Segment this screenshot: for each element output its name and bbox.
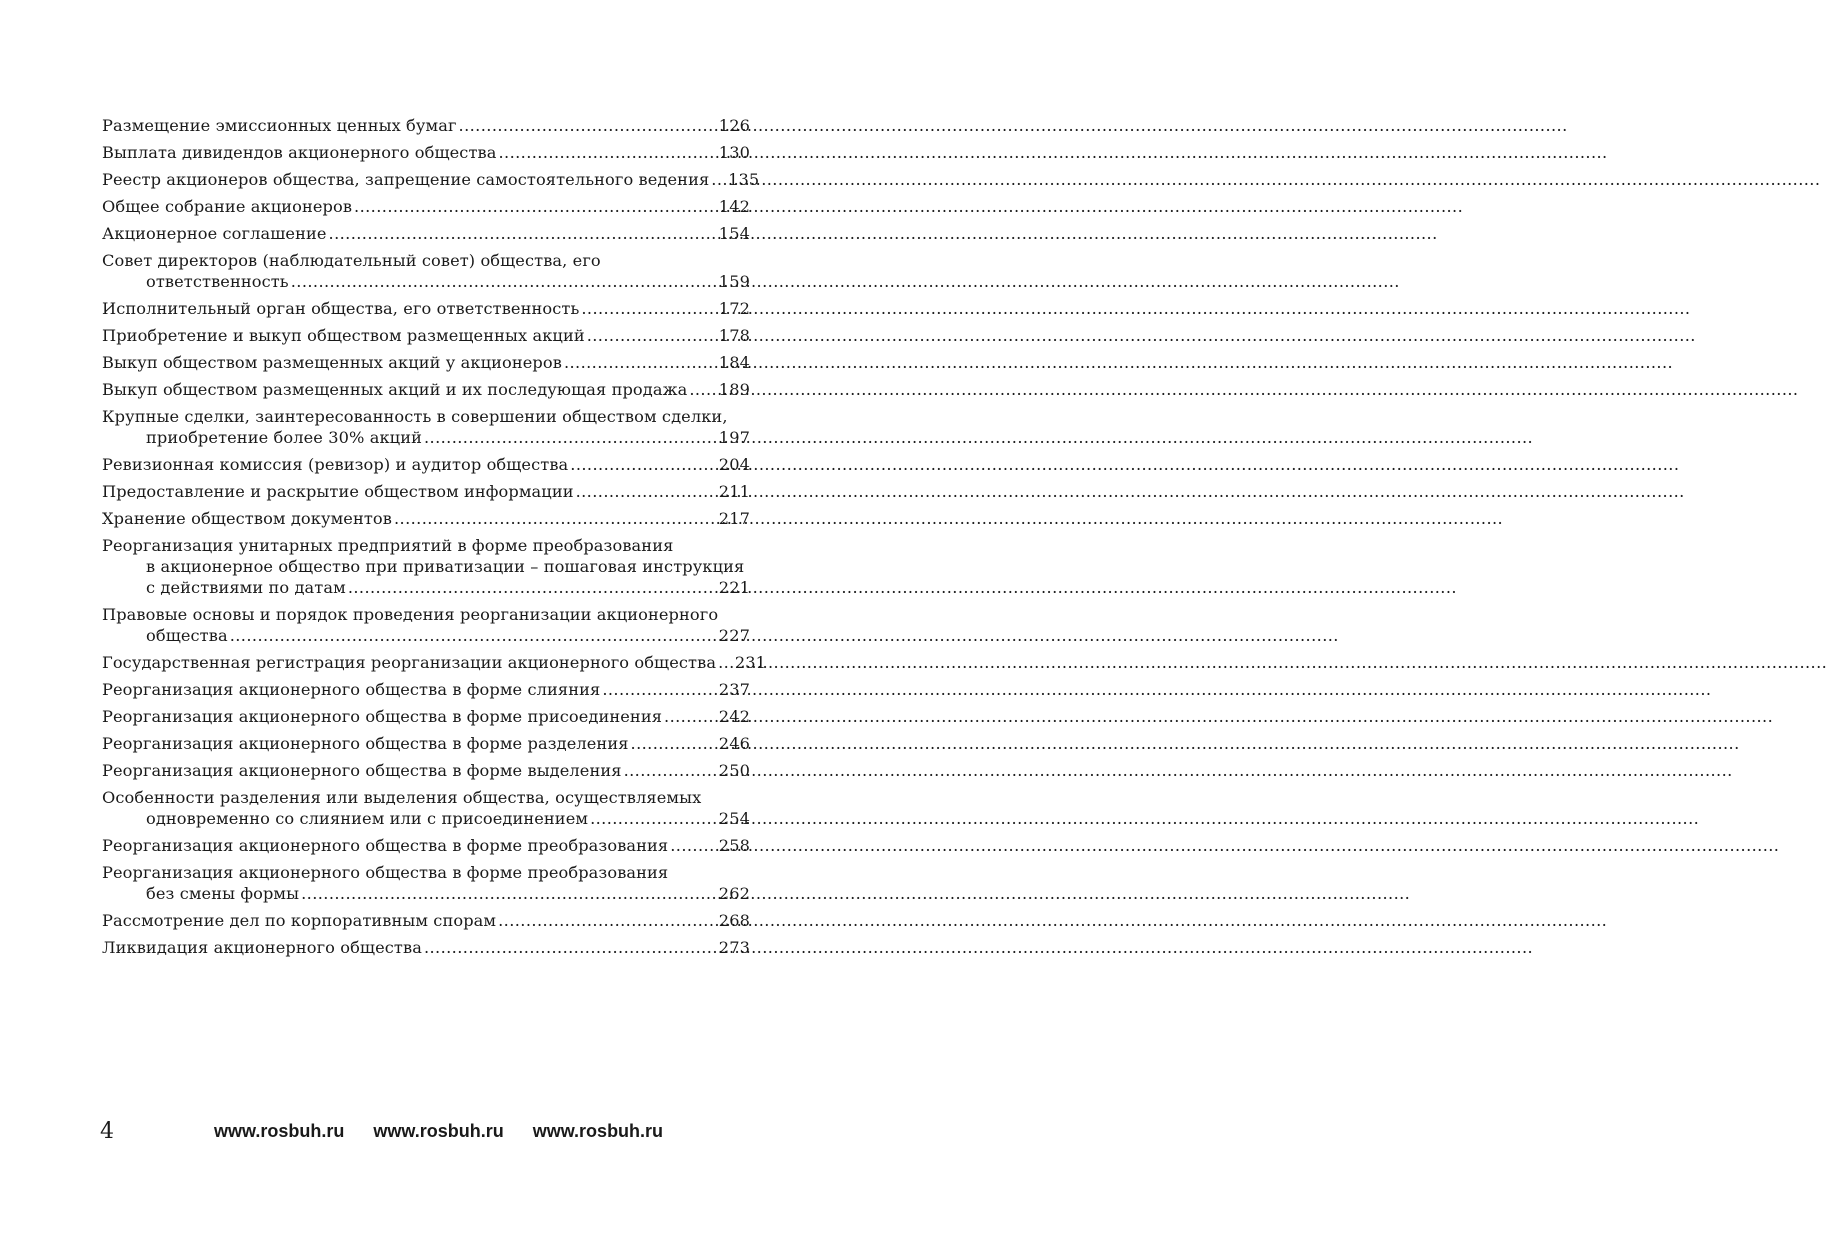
toc-entry-page-number: 258 xyxy=(718,836,750,855)
toc-entry[interactable] xyxy=(102,535,750,598)
dot-leader xyxy=(689,379,712,400)
toc-entry-page-number: 197 xyxy=(718,428,750,447)
toc-entry-title-line: приобретение более 30% акций xyxy=(146,428,422,447)
footer-website-link[interactable]: www.rosbuh.ru xyxy=(532,1121,664,1141)
footer-website-link[interactable]: www.rosbuh.ru xyxy=(214,1121,345,1141)
toc-entry-page-number: 184 xyxy=(718,353,750,372)
toc-entry[interactable] xyxy=(102,679,750,700)
toc-entry-last-line xyxy=(102,481,750,502)
toc-entry-page-number: 227 xyxy=(718,626,750,645)
toc-entry-title-line: Ревизионная комиссия (ревизор) и аудитор общества xyxy=(102,455,569,474)
dot-leader xyxy=(670,835,712,856)
dot-leader xyxy=(329,223,712,244)
toc-entry-title-line: Реорганизация акционерного общества в форме разделения xyxy=(102,734,629,753)
toc-entry[interactable] xyxy=(102,604,750,646)
toc-entry-title-line: Выплата дивидендов акционерного общества xyxy=(102,143,497,162)
toc-entry-last-line xyxy=(102,115,750,136)
toc-entry-page-number: 242 xyxy=(718,707,750,726)
toc-entry-title-line: без смены формы xyxy=(146,884,300,903)
toc-entry-last-line xyxy=(102,352,750,373)
dot-leader xyxy=(230,625,712,646)
toc-entry-page-number: 126 xyxy=(718,116,750,135)
toc-entry[interactable] xyxy=(102,508,750,529)
toc-entry[interactable] xyxy=(102,142,750,163)
toc-entry[interactable] xyxy=(102,454,750,475)
toc-entry-title-line: Общее собрание акционеров xyxy=(102,197,353,216)
dot-leader xyxy=(348,577,712,598)
toc-entry[interactable] xyxy=(102,169,760,190)
toc-entry-page-number: 172 xyxy=(718,299,750,318)
dot-leader xyxy=(590,808,712,829)
toc-entry-page-number: 250 xyxy=(718,761,750,780)
toc-entry-title-line: Особенности разделения или выделения общества, осуществляемых xyxy=(102,788,702,807)
toc-entry-title-line: Предоставление и раскрытие обществом информации xyxy=(102,482,574,501)
toc-entry[interactable] xyxy=(102,115,750,136)
toc-entry-page-number: 135 xyxy=(728,170,760,189)
toc-entry[interactable] xyxy=(102,835,750,856)
toc-entry-page-number: 262 xyxy=(718,884,750,903)
toc-entry[interactable] xyxy=(102,325,750,346)
toc-entry-title-line: ответственность xyxy=(146,272,289,291)
toc-entry-title-line: Правовые основы и порядок проведения реорганизации акционерного xyxy=(102,605,719,624)
toc-entry[interactable] xyxy=(102,379,750,400)
toc-entry-page-number: 211 xyxy=(718,482,750,501)
toc-entry-title-line: Ликвидация акционерного общества xyxy=(102,938,422,957)
toc-entry-page-number: 217 xyxy=(718,509,750,528)
toc-entry-title-line: общества xyxy=(146,626,228,645)
dot-leader xyxy=(301,883,712,904)
toc-entry-title-line: Рассмотрение дел по корпоративным спорам xyxy=(102,911,497,930)
toc-entry-last-line xyxy=(102,454,750,475)
toc-entry[interactable] xyxy=(102,652,767,673)
toc-entry-page-number: 204 xyxy=(718,455,750,474)
toc-entry-last-line xyxy=(102,325,750,346)
toc-entry-last-line xyxy=(102,508,750,529)
footer-website-link[interactable]: www.rosbuh.ru xyxy=(373,1121,504,1141)
toc-entry-last-line xyxy=(102,679,750,700)
toc-entry[interactable] xyxy=(102,250,750,292)
toc-entry-title-line: Выкуп обществом размещенных акций и их последующая продажа xyxy=(102,380,688,399)
toc-entry-last-line xyxy=(102,808,750,829)
toc-entry-last-line xyxy=(102,625,750,646)
toc-entry-last-line xyxy=(102,427,750,448)
footer-websites xyxy=(214,1121,687,1142)
toc-entry-title-line: Крупные сделки, заинтересованность в совершении обществом сделки, xyxy=(102,407,728,426)
toc-entry-last-line xyxy=(102,196,750,217)
toc-entry-last-line xyxy=(102,169,760,190)
dot-leader xyxy=(354,196,712,217)
page-number: 4 xyxy=(100,1119,114,1144)
toc-entry-last-line xyxy=(102,835,750,856)
dot-leader xyxy=(570,454,712,475)
toc-entry-last-line xyxy=(102,733,750,754)
toc-entry-title-line: Хранение обществом документов xyxy=(102,509,392,528)
toc-entry-page-number: 246 xyxy=(718,734,750,753)
toc-entry-page-number: 159 xyxy=(718,272,750,291)
toc-entry[interactable] xyxy=(102,298,750,319)
toc-entry-title-line: Государственная регистрация реорганизации акционерного общества xyxy=(102,653,717,672)
toc-entry-page-number: 189 xyxy=(718,380,750,399)
toc-entry-title-line: Приобретение и выкуп обществом размещенных акций xyxy=(102,326,585,345)
toc-entry[interactable] xyxy=(102,196,750,217)
toc-entry-title-line: Совет директоров (наблюдательный совет) общества, его xyxy=(102,251,601,270)
dot-leader xyxy=(581,298,712,319)
toc-entry[interactable] xyxy=(102,223,750,244)
toc-entry[interactable] xyxy=(102,862,750,904)
toc-entry-title-line: Размещение эмиссионных ценных бумаг xyxy=(102,116,457,135)
toc-entry-last-line xyxy=(102,577,750,598)
toc-entry-last-line xyxy=(102,937,750,958)
toc-entry-page-number: 254 xyxy=(718,809,750,828)
dot-leader xyxy=(498,910,712,931)
toc-entry[interactable] xyxy=(102,910,750,931)
toc-entry-page-number: 130 xyxy=(718,143,750,162)
toc-entry[interactable] xyxy=(102,481,750,502)
dot-leader xyxy=(602,679,712,700)
dot-leader xyxy=(394,508,712,529)
toc-entry[interactable] xyxy=(102,760,750,781)
toc-entry-title-line: в акционерное общество при приватизации – пошаговая инструкция xyxy=(146,557,745,576)
dot-leader xyxy=(424,427,712,448)
toc-entry-last-line xyxy=(102,883,750,904)
dot-leader xyxy=(576,481,712,502)
dot-leader xyxy=(718,652,728,673)
dot-leader xyxy=(459,115,712,136)
toc-entry-page-number: 268 xyxy=(718,911,750,930)
toc-entry-title-line: Выкуп обществом размещенных акций у акционеров xyxy=(102,353,562,372)
toc-entry[interactable] xyxy=(102,733,750,754)
dot-leader xyxy=(624,760,712,781)
toc-entry-last-line xyxy=(102,223,750,244)
toc-entry-last-line xyxy=(102,706,750,727)
toc-entry-last-line xyxy=(102,271,750,292)
toc-entry-title-line: Акционерное соглашение xyxy=(102,224,327,243)
toc-entry[interactable] xyxy=(102,406,750,448)
toc-entry-last-line xyxy=(102,298,750,319)
toc-entry-page-number: 154 xyxy=(718,224,750,243)
dot-leader xyxy=(564,352,712,373)
toc-entry-title-line: Реорганизация акционерного общества в форме выделения xyxy=(102,761,622,780)
toc-entry-page-number: 273 xyxy=(718,938,750,957)
toc-entry[interactable] xyxy=(102,787,750,829)
dot-leader xyxy=(587,325,712,346)
toc-entry-title-line: одновременно со слиянием или с присоединением xyxy=(146,809,589,828)
toc-entry-page-number: 231 xyxy=(734,653,767,672)
toc-entry-title-line: Реорганизация акционерного общества в форме слияния xyxy=(102,680,601,699)
toc-entry-title-line: Реорганизация акционерного общества в форме преобразования xyxy=(102,863,669,882)
toc-entry-page-number: 221 xyxy=(718,578,750,597)
toc-entry-last-line xyxy=(102,760,750,781)
toc-entry-title-line: Реорганизация акционерного общества в форме присоединения xyxy=(102,707,663,726)
toc-entry-title-line: Реорганизация акционерного общества в форме преобразования xyxy=(102,836,669,855)
toc-entry[interactable] xyxy=(102,937,750,958)
dot-leader xyxy=(631,733,712,754)
toc-entry-last-line xyxy=(102,910,750,931)
toc-entry-last-line xyxy=(102,652,767,673)
dot-leader xyxy=(711,169,721,190)
toc-entry-page-number: 178 xyxy=(718,326,750,345)
toc-entry-title-line: Реорганизация унитарных предприятий в форме преобразования xyxy=(102,536,674,555)
toc-entry-page-number: 142 xyxy=(718,197,750,216)
dot-leader xyxy=(664,706,712,727)
toc-entry-last-line xyxy=(102,379,750,400)
toc-entry[interactable] xyxy=(102,706,750,727)
toc-entry-title-line: Исполнительный орган общества, его ответственность xyxy=(102,299,580,318)
toc-entry-last-line xyxy=(102,142,750,163)
table-of-contents xyxy=(102,115,767,964)
toc-entry[interactable] xyxy=(102,352,750,373)
dot-leader xyxy=(498,142,712,163)
toc-entry-title-line: Реестр акционеров общества, запрещение самостоятельного ведения xyxy=(102,170,710,189)
dot-leader xyxy=(291,271,712,292)
toc-entry-page-number: 237 xyxy=(718,680,750,699)
toc-entry-title-line: с действиями по датам xyxy=(146,578,346,597)
dot-leader xyxy=(424,937,712,958)
